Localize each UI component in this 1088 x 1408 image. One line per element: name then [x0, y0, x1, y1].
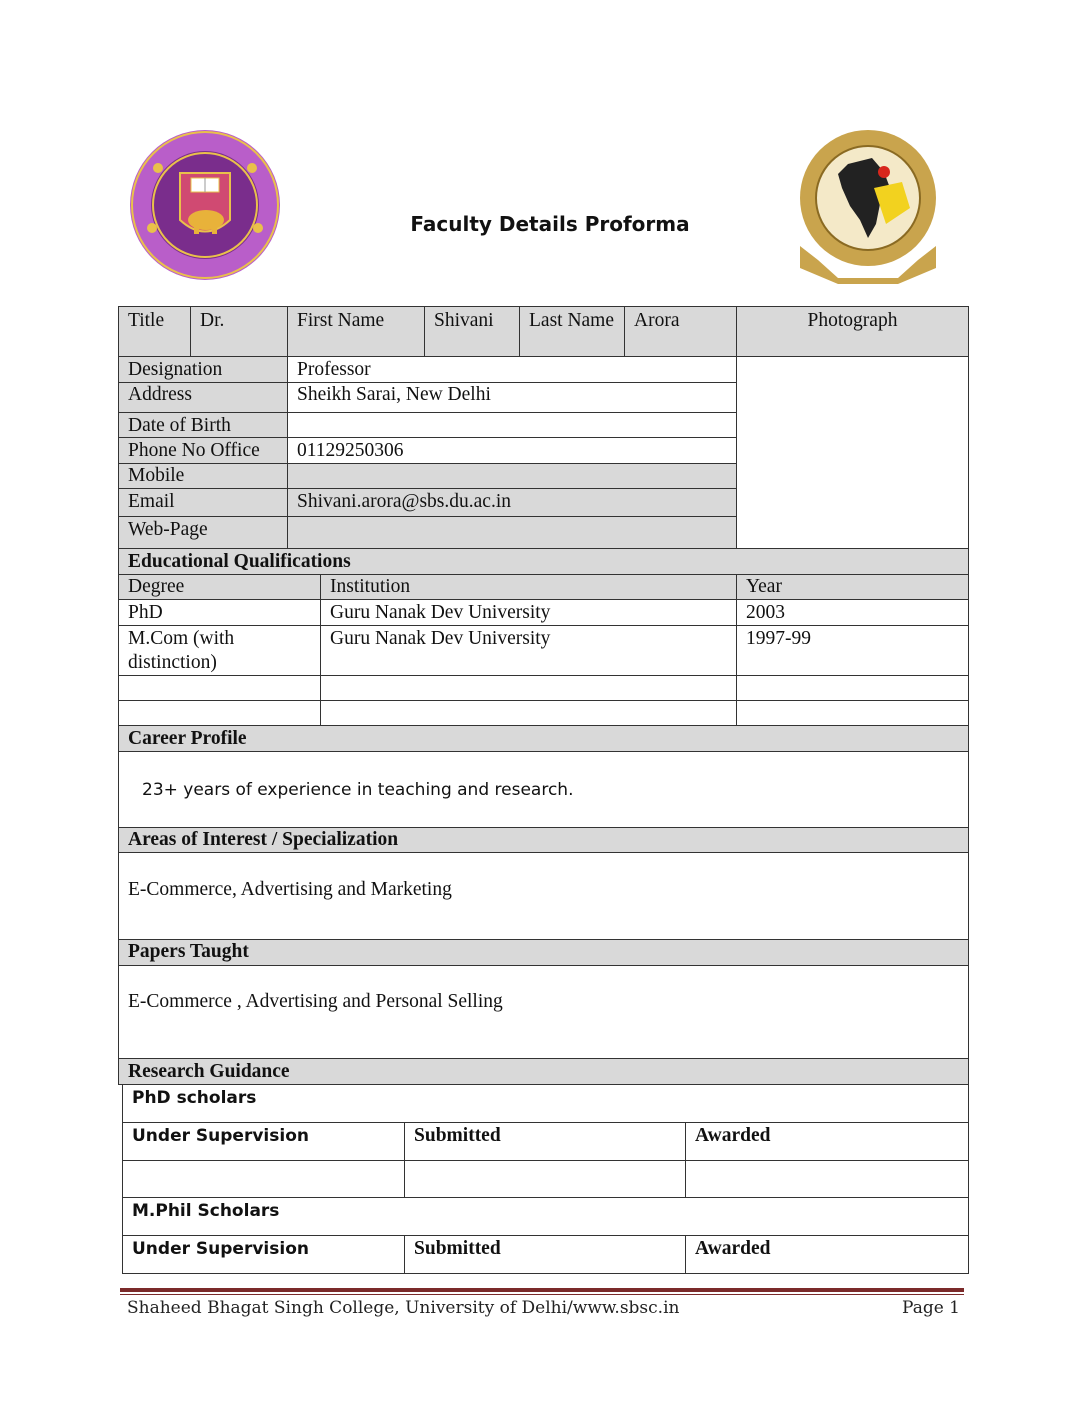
- mobile-value: [287, 463, 737, 489]
- phd-submitted-value: [404, 1160, 686, 1198]
- photograph-label: Photograph: [736, 306, 969, 357]
- designation-label: Designation: [118, 356, 288, 383]
- mphil-under-supervision-header: Under Supervision: [122, 1235, 405, 1274]
- education-degree-cell: PhD: [118, 599, 321, 626]
- email-label: Email: [118, 488, 288, 517]
- footer-college-text: Shaheed Bhagat Singh College, University of Delhi/www.sbsc.in: [127, 1298, 680, 1318]
- address-value: Sheikh Sarai, New Delhi: [287, 382, 737, 413]
- education-degree-cell: [118, 675, 321, 701]
- education-degree-cell: M.Com (with distinction): [118, 625, 321, 676]
- year-column-header: Year: [736, 574, 969, 600]
- dob-label: Date of Birth: [118, 412, 288, 438]
- phd-awarded-header: Awarded: [685, 1122, 969, 1161]
- phd-under-supervision-header: Under Supervision: [122, 1122, 405, 1161]
- phone-label: Phone No Office: [118, 437, 288, 464]
- education-year-cell: 2003: [736, 599, 969, 626]
- degree-column-header: Degree: [118, 574, 321, 600]
- last-name-value: Arora: [624, 306, 737, 357]
- footer-rule-thin: [120, 1294, 964, 1295]
- email-value: Shivani.arora@sbs.du.ac.in: [287, 488, 737, 517]
- education-heading: Educational Qualifications: [118, 548, 969, 575]
- footer-page-number: Page 1: [902, 1298, 960, 1318]
- address-label: Address: [118, 382, 288, 413]
- research-guidance-heading: Research Guidance: [118, 1058, 969, 1085]
- education-institution-cell: [320, 700, 737, 726]
- mphil-scholars-heading: M.Phil Scholars: [122, 1197, 969, 1236]
- mobile-label: Mobile: [118, 463, 288, 489]
- first-name-value: Shivani: [424, 306, 520, 357]
- education-year-cell: [736, 675, 969, 701]
- education-year-cell: 1997-99: [736, 625, 969, 676]
- education-year-cell: [736, 700, 969, 726]
- interests-heading: Areas of Interest / Specialization: [118, 827, 969, 853]
- phd-submitted-header: Submitted: [404, 1122, 686, 1161]
- dob-value: [287, 412, 737, 438]
- photograph-box: [736, 356, 969, 549]
- page-title: Faculty Details Proforma: [410, 212, 690, 236]
- institution-column-header: Institution: [320, 574, 737, 600]
- education-degree-cell: [118, 700, 321, 726]
- education-institution-cell: Guru Nanak Dev University: [320, 625, 737, 676]
- education-institution-cell: [320, 675, 737, 701]
- shaheed-bhagat-singh-college-logo: [798, 128, 938, 284]
- university-of-delhi-logo: [128, 128, 282, 282]
- mphil-awarded-header: Awarded: [685, 1235, 969, 1274]
- web-page-value: [287, 516, 737, 549]
- interests-text: E-Commerce, Advertising and Marketing: [118, 852, 969, 940]
- career-profile-text: 23+ years of experience in teaching and research.: [118, 751, 969, 828]
- papers-taught-heading: Papers Taught: [118, 939, 969, 966]
- phd-awarded-value: [685, 1160, 969, 1198]
- designation-value: Professor: [287, 356, 737, 383]
- papers-taught-text: E-Commerce , Advertising and Personal Selling: [118, 965, 969, 1059]
- phone-value: 01129250306: [287, 437, 737, 464]
- web-page-label: Web-Page: [118, 516, 288, 549]
- education-institution-cell: Guru Nanak Dev University: [320, 599, 737, 626]
- first-name-label: First Name: [287, 306, 425, 357]
- phd-scholars-heading: PhD scholars: [122, 1084, 969, 1123]
- title-value: Dr.: [190, 306, 288, 357]
- career-profile-heading: Career Profile: [118, 725, 969, 752]
- phd-under-supervision-value: [122, 1160, 405, 1198]
- footer-rule: [120, 1288, 964, 1292]
- mphil-submitted-header: Submitted: [404, 1235, 686, 1274]
- title-label: Title: [118, 306, 191, 357]
- last-name-label: Last Name: [519, 306, 625, 357]
